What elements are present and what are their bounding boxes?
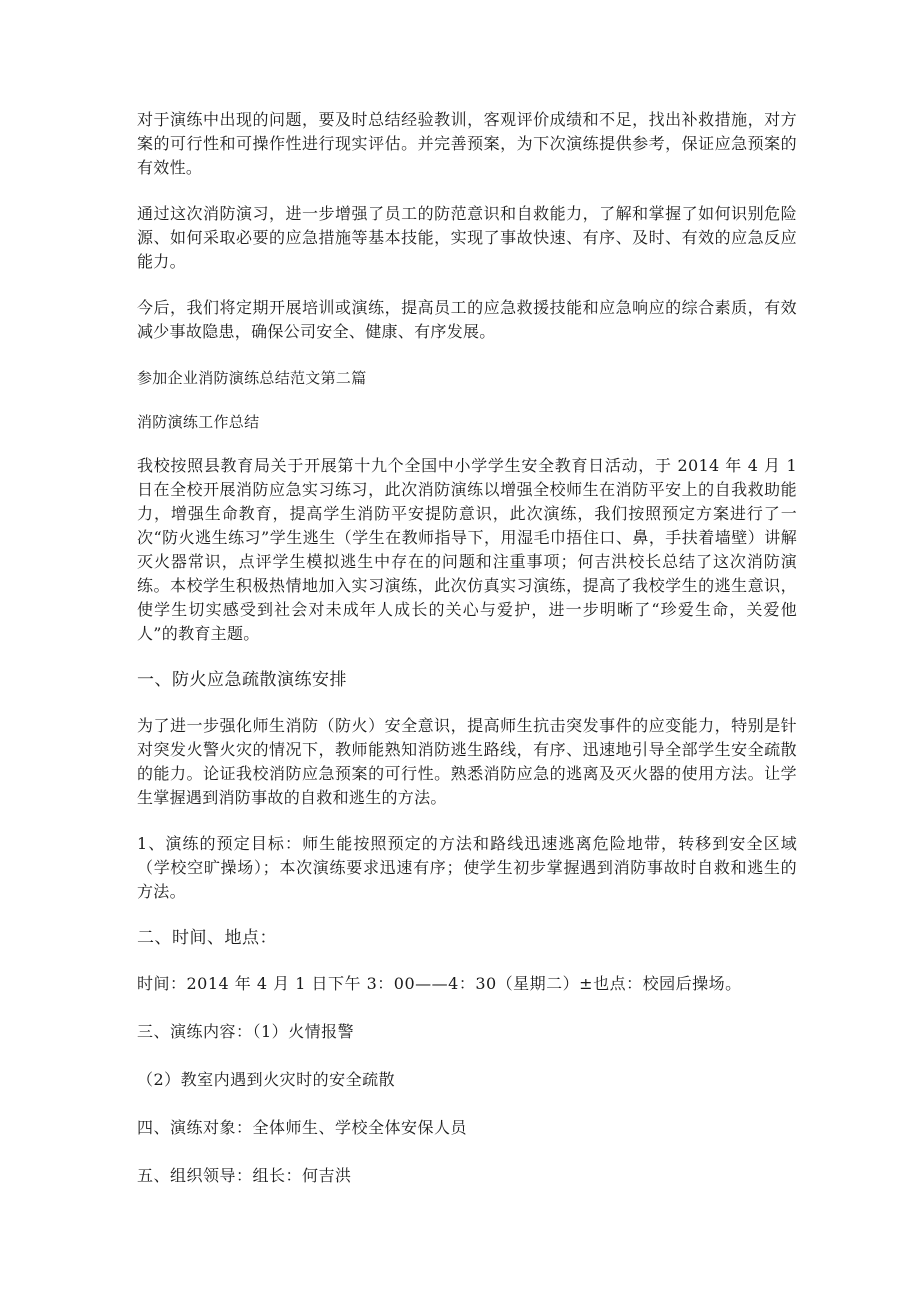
paragraph-future-plan: 今后，我们将定期开展培训或演练，提高员工的应急救援技能和应急响应的综合素质，有效减少事故隐患，确保公司安全、健康、有序发展。	[137, 298, 797, 341]
section4-line: 四、演练对象：全体师生、学校全体安保人员	[137, 1118, 468, 1137]
paragraph-drill-outcome: 通过这次消防演习，进一步增强了员工的防范意识和自救能力，了解和掌握了如何识别危险源、如何采取必要的应急措施等基本技能，实现了事故快速、有序、及时、有效的应急反应能力。	[137, 204, 797, 271]
section1-heading: 一、防火应急疏散演练安排	[137, 670, 347, 690]
document-page	[137, 108, 797, 1212]
article-subtitle: 消防演练工作总结	[137, 413, 260, 431]
section2-heading: 二、时间、地点：	[137, 928, 277, 948]
section3-item2: （2）教室内遇到火灾时的安全疏散	[137, 1070, 396, 1089]
paragraph-drill-review: 对于演练中出现的问题，要及时总结经验教训，客观评价成绩和不足，找出补救措施，对方案的可行性和可操作性进行现实评估。并完善预案，为下次演练提供参考，保证应急预案的有效性。	[137, 110, 797, 177]
article-title: 参加企业消防演练总结范文第二篇	[137, 369, 367, 387]
section5-line: 五、组织领导：组长：何吉洪	[137, 1166, 352, 1185]
section1-body: 为了进一步强化师生消防（防火）安全意识，提高师生抗击突发事件的应变能力，特别是针对突发火警火灾的情况下，教师能熟知消防逃生路线，有序、迅速地引导全部学生安全疏散的能力。论证我校消防应急预案的可行性。熟悉消防应急的逃离及灭火器的使用方法。让学生掌握遇到消防事故的自救和逃生的方法。	[137, 716, 797, 807]
section3-line: 三、演练内容：（1）火情报警	[137, 1022, 355, 1041]
time-location-line: 时间：2014 年 4 月 1 日下午 3：00——4：30（星期二）±也点：校园后操场。	[137, 974, 742, 993]
drill-goal: 1、演练的预定目标：师生能按照预定的方法和路线迅速逃离危险地带，转移到安全区域（学校空旷操场）；本次演练要求迅速有序；使学生初步掌握遇到消防事故时自救和逃生的方法。	[137, 834, 797, 901]
paragraph-intro: 我校按照县教育局关于开展第十九个全国中小学学生安全教育日活动，于 2014 年 4 月 1 日在全校开展消防应急实习练习，此次消防演练以增强全校师生在消防平安上的自我救助能力，增强生命教育，提高学生消防平安提防意识，此次演练，我们按照预定方案进行了一次“防火逃生练习”学生逃生（学生在教师指导下，用湿毛巾捂住口、鼻，手扶着墙壁）讲解灭火器常识，点评学生模拟逃生中存在的问题和注重事项；何吉洪校长总结了这次消防演练。本校学生积极热情地加入实习演练，此次仿真实习演练，提高了我校学生的逃生意识，使学生切实感受到社会对未成年人成长的关心与爱护，进一步明晰了“珍爱生命，关爱他人”的教育主题。	[137, 456, 797, 643]
